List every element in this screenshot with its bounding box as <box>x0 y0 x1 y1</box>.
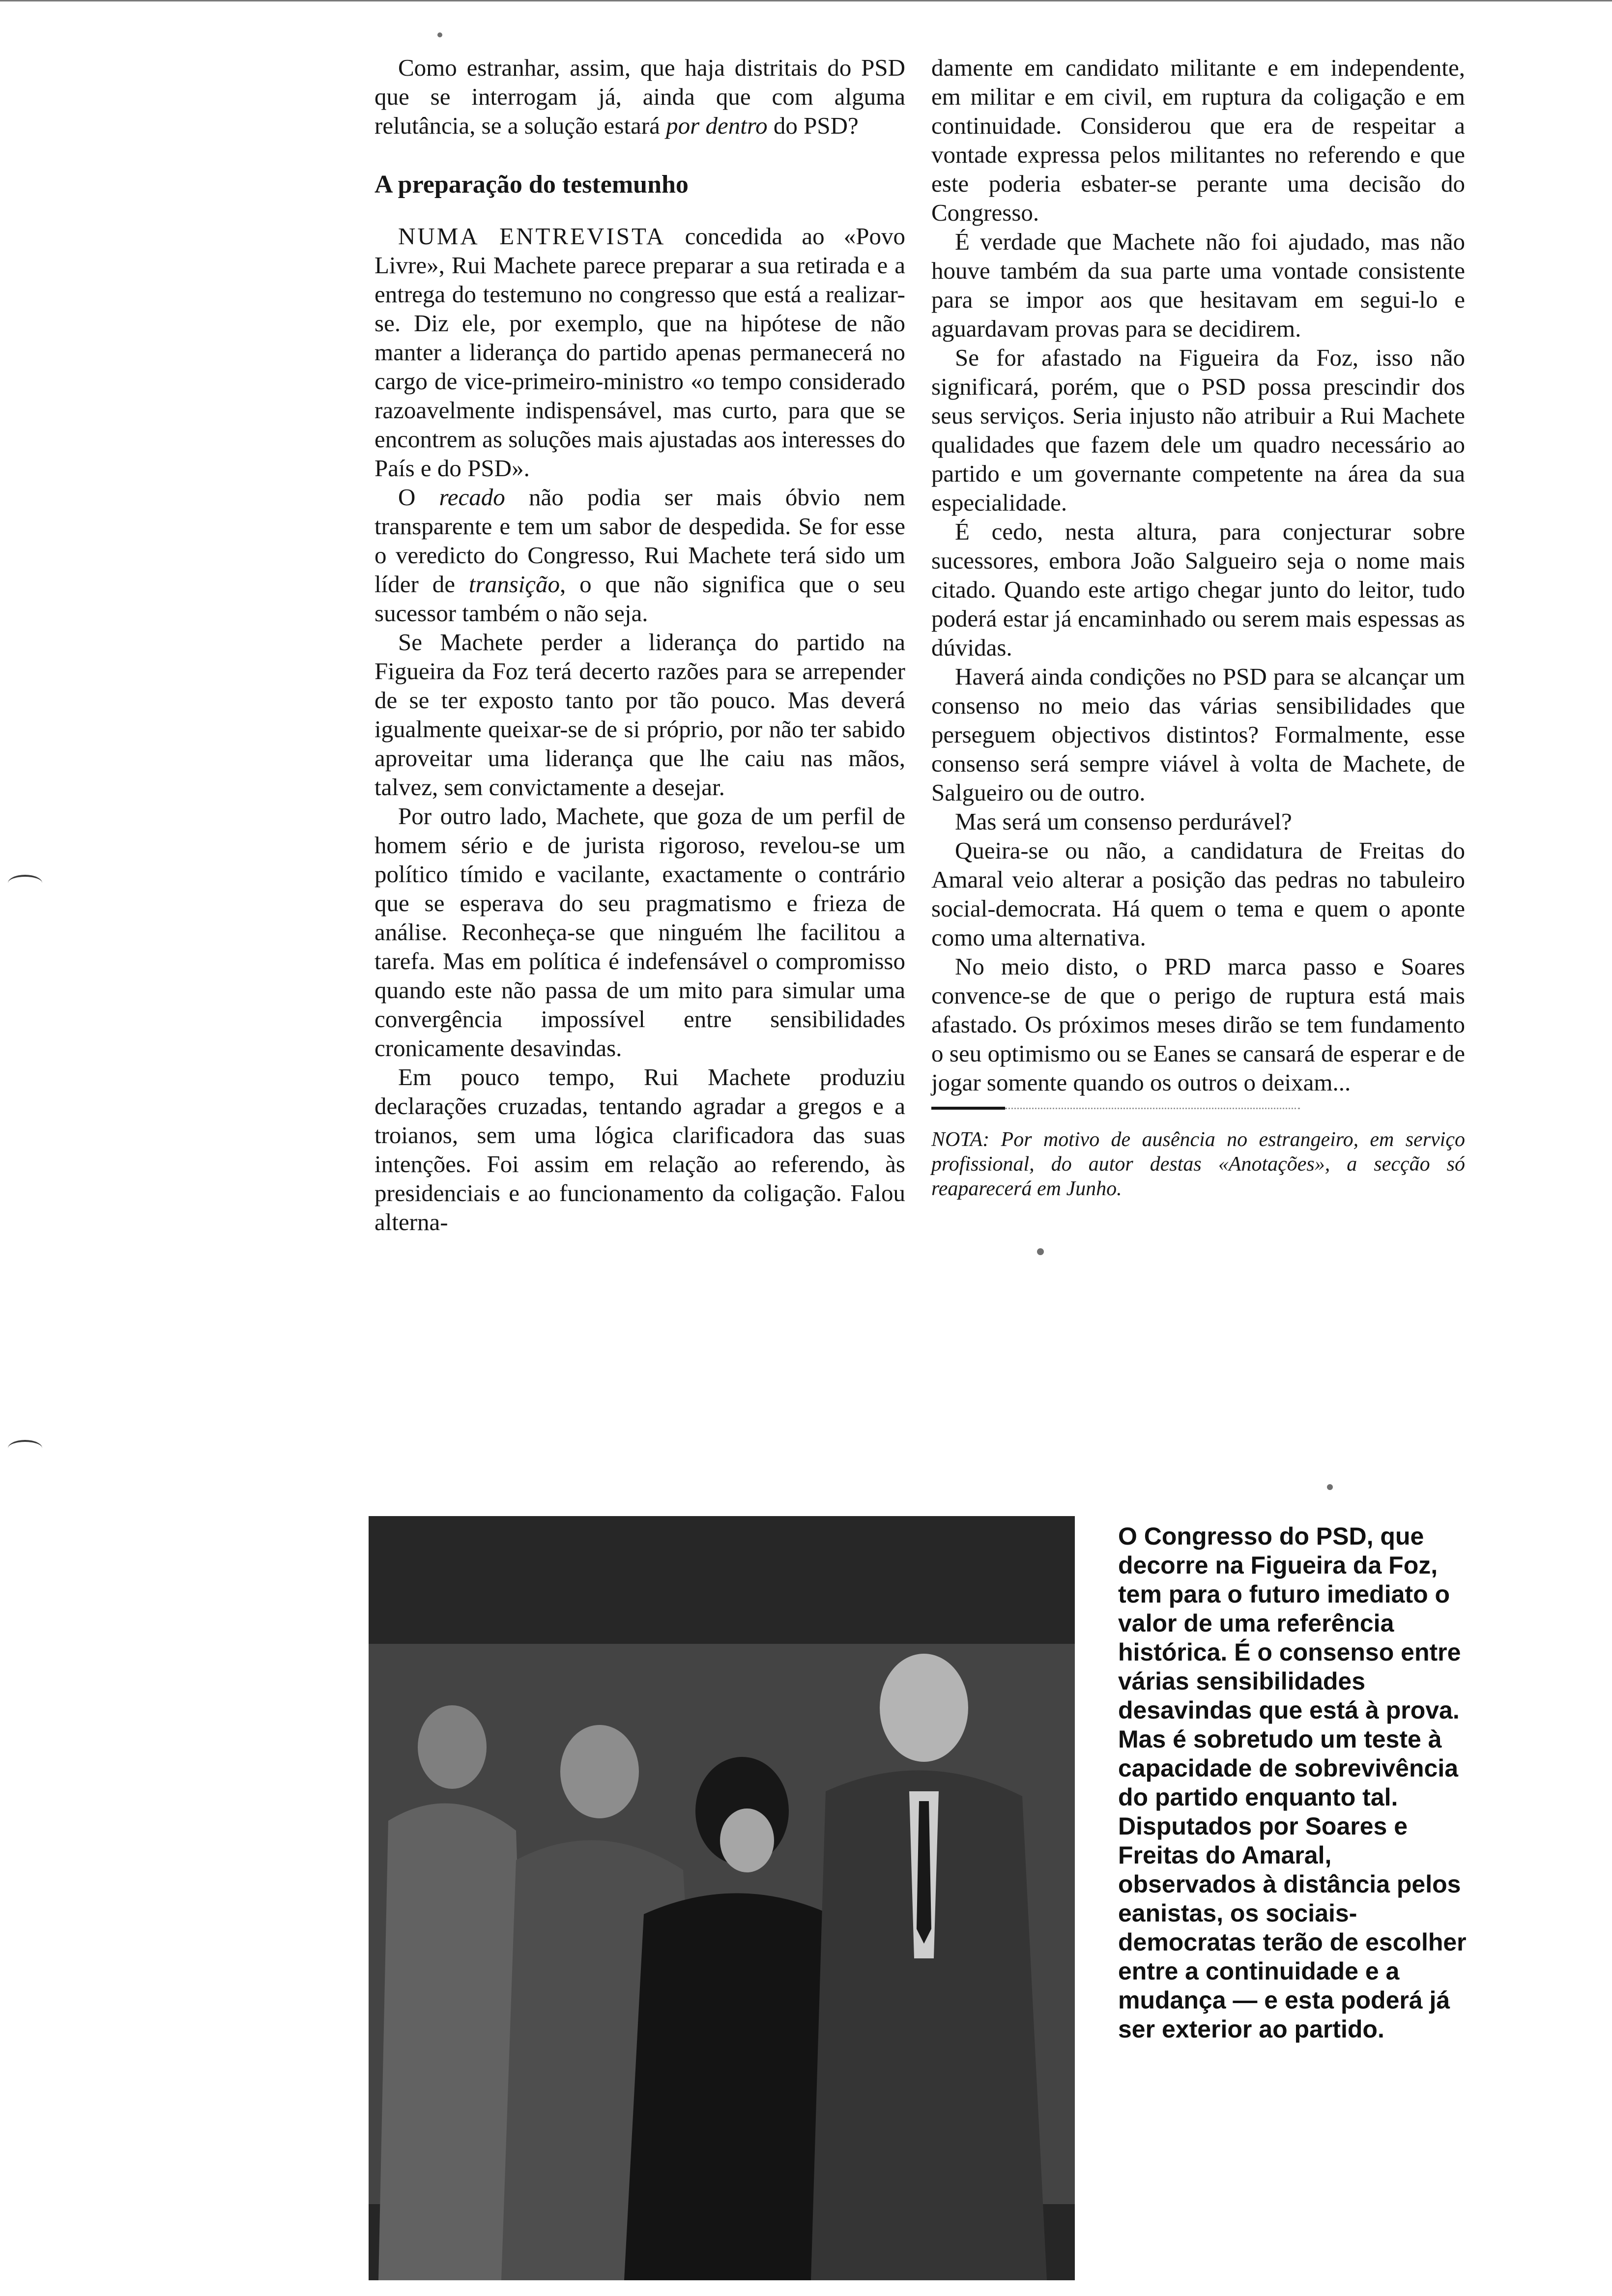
scan-speck <box>437 32 442 37</box>
article-column-left <box>374 53 905 1236</box>
news-photograph <box>369 1516 1075 2280</box>
paragraph-5: Em pouco tempo, Rui Machete produziu declarações cruzadas, tentando agradar a gregos e a troianos, sem uma lógica clarificadora das suas intenções. Foi assim em relação ao referendo, às presidenciais e ao funcionamento da coligação. Falou alterna- <box>374 1063 905 1235</box>
photo-illustration <box>369 1516 1075 2280</box>
editor-note: NOTA: Por motivo de ausência no estrangeiro, em serviço profissional, do autor destas «Anotações», a secção só reaparecerá em Junho. <box>931 1128 1465 1200</box>
margin-mark-bottom <box>8 1440 42 1457</box>
paragraph-12: No meio disto, o PRD marca passo e Soares convence-se de que o perigo de ruptura está mais afastado. Os próximos meses dirão se tem fundamento o seu optimismo ou se Eanes se cansará de esperar e de jogar somente quando os outros o deixam... <box>931 953 1465 1096</box>
drop-lead: NUMA ENTREVISTA <box>398 223 666 250</box>
paragraph-9: Haverá ainda condições no PSD para se alcançar um consenso no meio das várias sensibilidades que perseguem objectivos distintos? Formalmente, esse consenso será sempre viável à volta de Machete, de Salgueiro ou de outro. <box>931 663 1465 806</box>
divider-bar <box>931 1107 1005 1110</box>
margin-mark-top <box>8 875 42 891</box>
paragraph-3: Se Machete perder a liderança do partido na Figueira da Foz terá decerto razões para se arrepender de se ter exposto tanto por tão pouco. Mas deverá igualmente queixar-se de si próprio, por não ter sabido aproveitar uma liderança que lhe caiu nas mãos, talvez, sem convictamente a desejar. <box>374 629 905 801</box>
paragraph-1: NUMA ENTREVISTA concedida ao «Povo Livre», Rui Machete parece preparar a sua retirada e a entrega do testemuno no congresso que está a realizar-se. Diz ele, por exemplo, que na hipótese de não manter a liderança do partido apenas permanecerá no cargo de vice-primeiro-ministro «o tempo considerado razoavelmente indispensável, mas curto, para que se encontrem as soluções mais ajustadas aos interesses do País e do PSD». <box>374 223 905 482</box>
end-divider <box>931 1100 1465 1118</box>
paragraph-7: Se for afastado na Figueira da Foz, isso não significará, porém, que o PSD possa prescindir dos seus serviços. Seria injusto não atribuir a Rui Machete qualidades que fazem dele um quadro necessário ao partido e um governante competente na área da sua especialidade. <box>931 344 1465 516</box>
paragraph-4: Por outro lado, Machete, que goza de um perfil de homem sério e de jurista rigoroso, revelou-se um político tímido e vacilante, exactamente o contrário que se esperava do seu pragmatismo e frieza de análise. Reconheça-se que ninguém lhe facilitou a tarefa. Mas em política é indefensável o compromisso quando este não passa de um mito para simular uma convergência impossível entre sensibilidades cronicamente desavindas. <box>374 803 905 1062</box>
photo-caption: O Congresso do PSD, que decorre na Figueira da Foz, tem para o futuro imediato o valor de uma referência histórica. É o consenso entre várias sensibilidades desavindas que está à prova. Mas é sobretudo um teste à capacidade de sobrevivência do partido enquanto tal. Disputados por Soares e Freitas do Amaral, observados à distância pelos eanistas, os sociais-democratas terão de escolher entre a continuidade e a mudança — e esta poderá já ser exterior ao partido. <box>1118 1522 1467 2043</box>
paragraph-2: O recado não podia ser mais óbvio nem transparente e tem um sabor de despedida. Se for esse o veredicto do Congresso, Rui Machete terá sido um líder de transição, o que não significa que o seu sucessor também o não seja. <box>374 484 905 627</box>
top-scan-edge <box>0 0 1612 1</box>
paragraph-8: É cedo, nesta altura, para conjecturar sobre sucessores, embora João Salgueiro seja o nome mais citado. Quando este artigo chegar junto do leitor, tudo poderá estar já encaminhado ou serem mais espessas as dúvidas. <box>931 518 1465 661</box>
intro-paragraph: Como estranhar, assim, que haja distritais do PSD que se interrogam já, ainda que com alguma relutância, se a solução estará por dentro do PSD? <box>374 54 905 139</box>
section-subheading: A preparação do testemunho <box>374 171 689 199</box>
divider-dots <box>1005 1108 1300 1111</box>
paragraph-11: Queira-se ou não, a candidatura de Freitas do Amaral veio alterar a posição das pedras no tabuleiro social-democrata. Há quem o tema e quem o aponte como uma alternativa. <box>931 837 1465 951</box>
paragraph-continued: damente em candidato militante e em independente, em militar e em civil, em ruptura da coligação e em continuidade. Considerou que era de respeitar a vontade expressa pelos militantes no referendo e que este poderia esbater-se perante uma decisão do Congresso. <box>931 54 1465 226</box>
paragraph-6: É verdade que Machete não foi ajudado, mas não houve também da sua parte uma vontade consistente para se impor aos que hesitavam em segui-lo e aguardavam provas para se decidirem. <box>931 228 1465 342</box>
scan-speck <box>1037 1248 1044 1255</box>
scan-speck <box>1327 1484 1333 1490</box>
article-column-right <box>931 53 1465 1201</box>
paragraph-10: Mas será um consenso perdurável? <box>955 808 1292 835</box>
